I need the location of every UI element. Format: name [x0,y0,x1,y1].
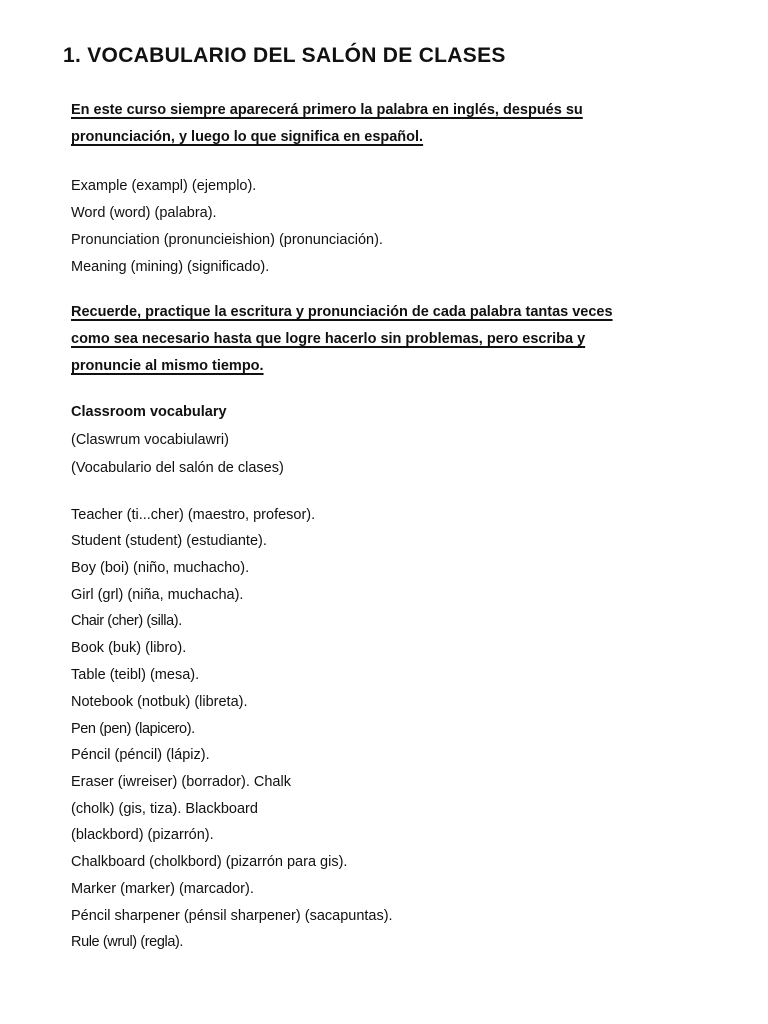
intro-note-line-1: En este curso siempre aparecerá primero la palabra en inglés, después su [71,102,583,118]
section-translation: (Vocabulario del salón de clases) [71,460,284,476]
vocabulary-item: Notebook (notbuk) (libreta). [71,694,248,710]
reminder-note-line-3: pronuncie al mismo tiempo. [71,358,264,374]
section-pronunciation: (Claswrum vocabiulawri) [71,432,229,448]
vocabulary-item: Chalkboard (cholkbord) (pizarrón para gis). [71,854,348,870]
vocabulary-item: Boy (boi) (niño, muchacho). [71,560,250,576]
vocabulary-item: Student (student) (estudiante). [71,533,267,549]
vocabulary-item: Pen (pen) (lapicero). [71,721,195,737]
vocabulary-item: Eraser (iwreiser) (borrador). Chalk [71,774,291,790]
vocabulary-item: Rule (wrul) (regla). [71,934,184,950]
example-line: Pronunciation (pronuncieishion) (pronunciación). [71,232,383,248]
vocabulary-item: Péncil (péncil) (lápiz). [71,747,210,763]
vocabulary-item: Chair (cher) (silla). [71,613,182,629]
section-heading: Classroom vocabulary [71,404,227,420]
reminder-note-line-1: Recuerde, practique la escritura y pronunciación de cada palabra tantas veces [71,304,613,320]
example-line: Meaning (mining) (significado). [71,259,270,275]
vocabulary-item: Marker (marker) (marcador). [71,881,254,897]
page-title: 1. VOCABULARIO DEL SALÓN DE CLASES [63,44,506,67]
vocabulary-item: Table (teibl) (mesa). [71,667,200,683]
example-line: Example (exampl) (ejemplo). [71,178,257,194]
vocabulary-item: Girl (grl) (niña, muchacha). [71,587,244,603]
reminder-note-line-2: como sea necesario hasta que logre hacerlo sin problemas, pero escriba y [71,331,586,347]
vocabulary-item: Teacher (ti...cher) (maestro, profesor). [71,507,316,523]
intro-note-line-2: pronunciación, y luego lo que significa en español. [71,129,424,145]
vocabulary-item: Péncil sharpener (pénsil sharpener) (sacapuntas). [71,908,393,924]
vocabulary-item: Book (buk) (libro). [71,640,187,656]
example-line: Word (word) (palabra). [71,205,217,221]
vocabulary-item: (blackbord) (pizarrón). [71,827,214,843]
vocabulary-item: (cholk) (gis, tiza). Blackboard [71,801,258,817]
